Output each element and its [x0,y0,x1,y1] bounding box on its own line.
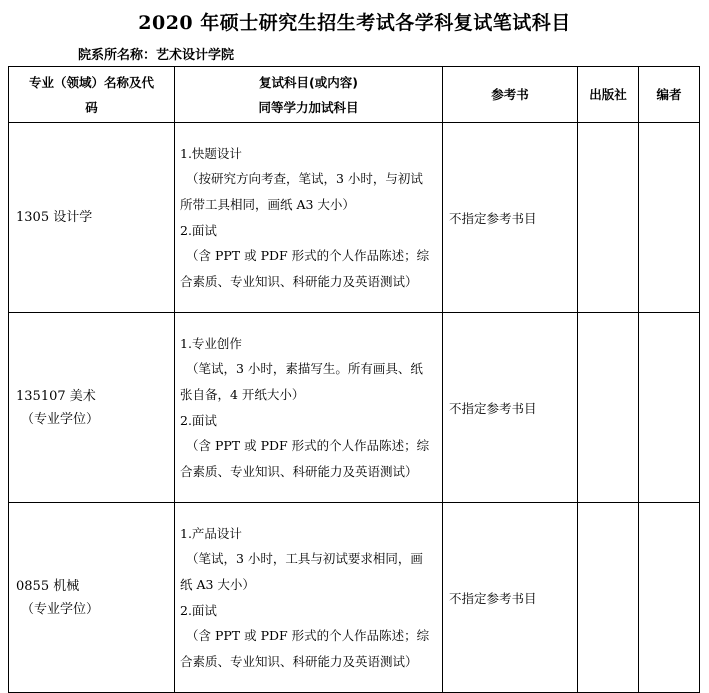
subject-line: 1.产品设计 [180,525,242,541]
major-cell [9,313,175,503]
header-publisher: 出版社 [578,67,639,123]
author-cell [639,503,700,693]
table-header-row [9,67,700,123]
header-subjects-line-2: 同等学力加试科目 [258,99,359,115]
subject-line: （含 PPT 或 PDF 形式的个人作品陈述；综 [186,628,430,644]
header-author: 编者 [639,67,700,123]
subject-line: 2.面试 [180,412,217,428]
subject-line: （笔试，3 小时，工具与初试要求相同，画 [186,551,423,567]
major-name: 135107 美术 [16,388,96,404]
major-cell [9,503,175,693]
subject-line: 所带工具相同，画纸 A3 大小） [180,196,355,212]
subjects-cell [175,313,443,503]
subject-line: （含 PPT 或 PDF 形式的个人作品陈述；综 [186,438,430,454]
department-name: 院系所名称：艺术设计学院 [78,48,235,63]
header-major-line-2: 码 [85,99,98,115]
subjects-cell [175,123,443,313]
header-subjects [175,67,443,123]
subject-line: 1.专业创作 [180,335,242,351]
publisher-cell [578,313,639,503]
header-major-line-1: 专业（领域）名称及代 [28,74,154,90]
subject-line: 纸 A3 大小） [180,576,255,592]
subject-line: 张自备，4 开纸大小） [180,386,305,402]
table-row [9,503,700,693]
header-subjects-line-1: 复试科目(或内容) [259,74,358,90]
author-cell [639,313,700,503]
table-row [9,123,700,313]
reference-cell: 不指定参考书目 [443,123,578,313]
subject-line: （含 PPT 或 PDF 形式的个人作品陈述；综 [186,248,430,264]
reference-cell: 不指定参考书目 [443,313,578,503]
subject-line: （按研究方向考查，笔试，3 小时，与初试 [186,171,423,187]
table-row [9,313,700,503]
document-title: 2020 年硕士研究生招生考试各学科复试笔试科目 [138,12,571,34]
subjects-cell [175,503,443,693]
subject-line: 合素质、专业知识、科研能力及英语测试） [180,273,418,289]
subject-line: 2.面试 [180,222,217,238]
major-degree-type: （专业学位） [21,601,100,617]
major-name: 1305 设计学 [16,210,93,225]
reference-cell: 不指定参考书目 [443,503,578,693]
publisher-cell [578,503,639,693]
major-name: 0855 机械 [16,578,80,594]
header-major [9,67,175,123]
subject-line: 2.面试 [180,602,217,618]
major-degree-type: （专业学位） [21,411,100,427]
subject-line: 1.快题设计 [180,145,242,161]
exam-subjects-table [8,66,700,693]
subject-line: （笔试，3 小时，素描写生。所有画具、纸 [186,361,423,377]
subject-line: 合素质、专业知识、科研能力及英语测试） [180,653,418,669]
subject-line: 合素质、专业知识、科研能力及英语测试） [180,463,418,479]
header-reference: 参考书 [443,67,578,123]
author-cell [639,123,700,313]
publisher-cell [578,123,639,313]
major-cell [9,123,175,313]
